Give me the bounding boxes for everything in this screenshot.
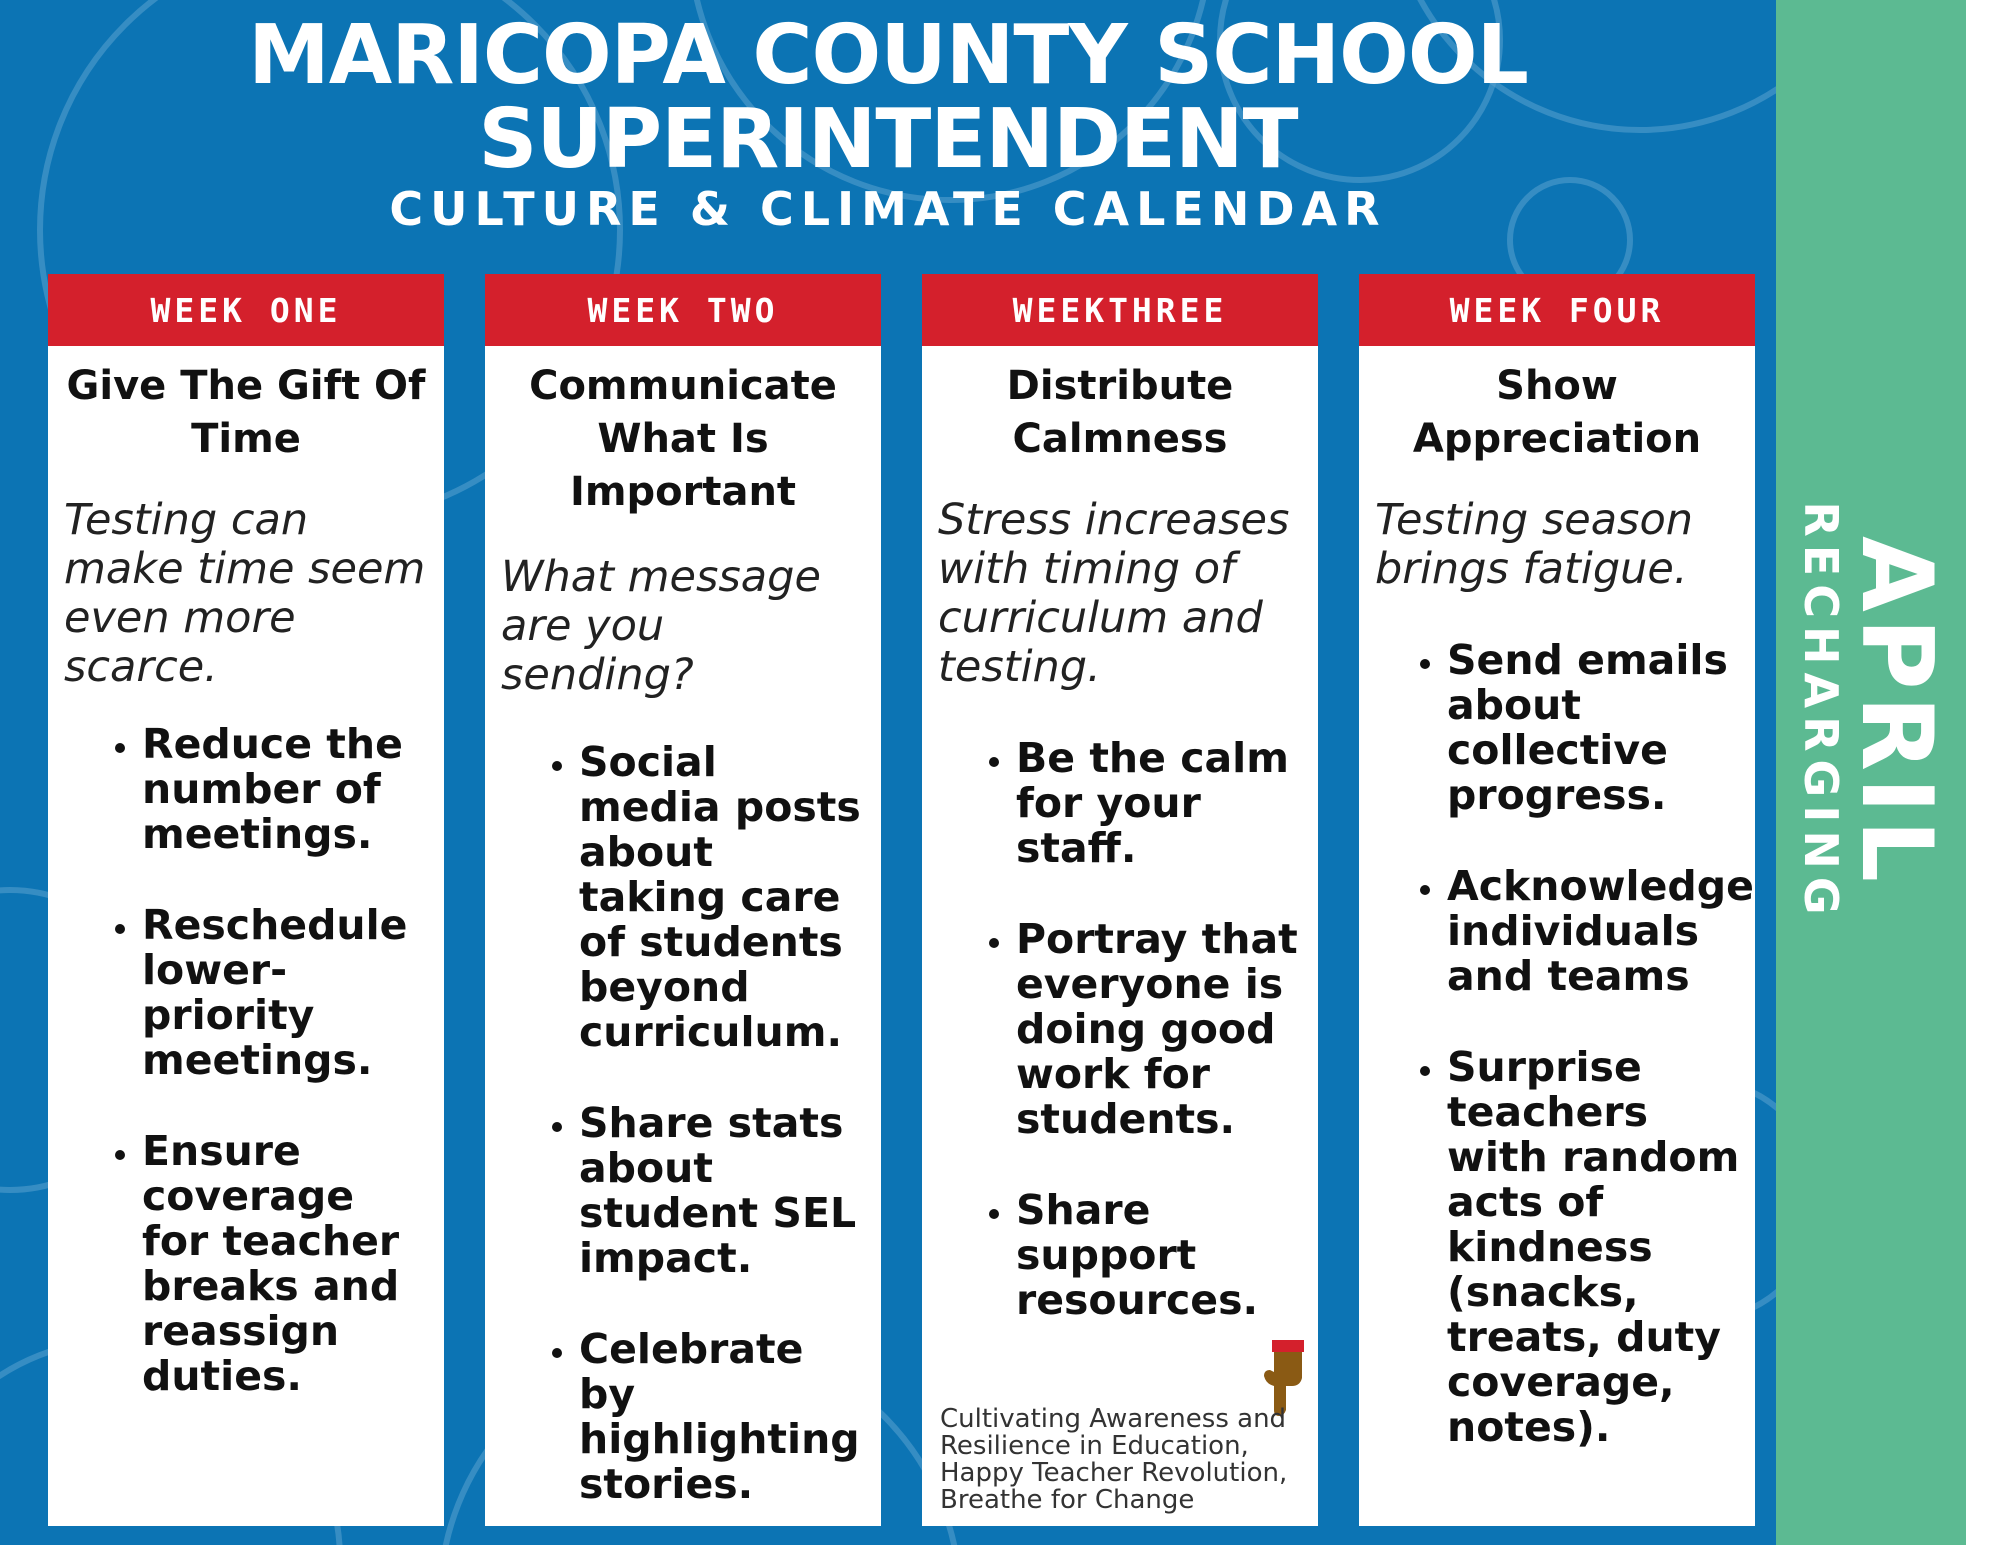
list-item: • Portray that everyone is doing good work for students. [1016,917,1308,1142]
list-item: • Ensure coverage for teacher breaks and reassign duties. [142,1129,434,1399]
week-one-label: WEEK ONE [48,274,444,346]
right-margin [1966,0,2000,1545]
list-item: • Share stats about student SEL impact. [579,1101,871,1281]
page-title: MARICOPA COUNTY SCHOOL SUPERINTENDENT [248,8,1528,187]
week-two-list [485,740,881,1507]
week-four-label: WEEK FOUR [1359,274,1755,346]
month-name: APRIL [1839,535,1953,889]
month-label [1794,501,1953,923]
week-three-list [922,736,1318,1323]
list-item: • Acknowledge individuals and teams [1447,864,1745,999]
week-two-intro: What message are you sending? [501,552,821,700]
week-one-title: Give The Gift Of Time [66,363,426,462]
list-item: • Reschedule lower-priority meetings. [142,903,434,1083]
list-item: • Send emails about collective progress. [1447,638,1745,818]
week-one-list [48,722,444,1399]
list-item: • Reduce the number of meetings. [142,722,434,857]
list-item: • Celebrate by highlighting stories. [579,1327,871,1507]
week-four-card [1359,274,1755,1526]
week-one-card [48,274,444,1526]
list-item: • Share support resources. [1016,1188,1308,1323]
week-three-intro: Stress increases with timing of curriculum and testing. [938,495,1290,692]
list-item: • Surprise teachers with random acts of kindness (snacks, treats, duty coverage, notes). [1447,1045,1745,1450]
page-subtitle: CULTURE & CLIMATE CALENDAR [389,182,1387,236]
week-four-title: Show Appreciation [1412,363,1702,462]
week-three-title: Distribute Calmness [1006,363,1234,462]
list-item: • Social media posts about taking care of students beyond curriculum. [579,740,871,1055]
title-block [0,8,1776,236]
month-theme: RECHARGING [1794,501,1848,923]
week-one-intro: Testing can make time seem even more scarce. [64,495,426,692]
week-two-card [485,274,881,1526]
week-three-label: WEEKTHREE [922,274,1318,346]
week-four-list [1359,638,1755,1450]
list-item: • Be the calm for your staff. [1016,736,1308,871]
sources-note: Cultivating Awareness and Resilience in Education, Happy Teacher Revolution, Breathe for Change [940,1404,1288,1515]
week-two-title: Communicate What Is Important [529,363,837,515]
week-two-label: WEEK TWO [485,274,881,346]
week-three-card [922,274,1318,1526]
week-four-intro: Testing season brings fatigue. [1375,495,1694,594]
